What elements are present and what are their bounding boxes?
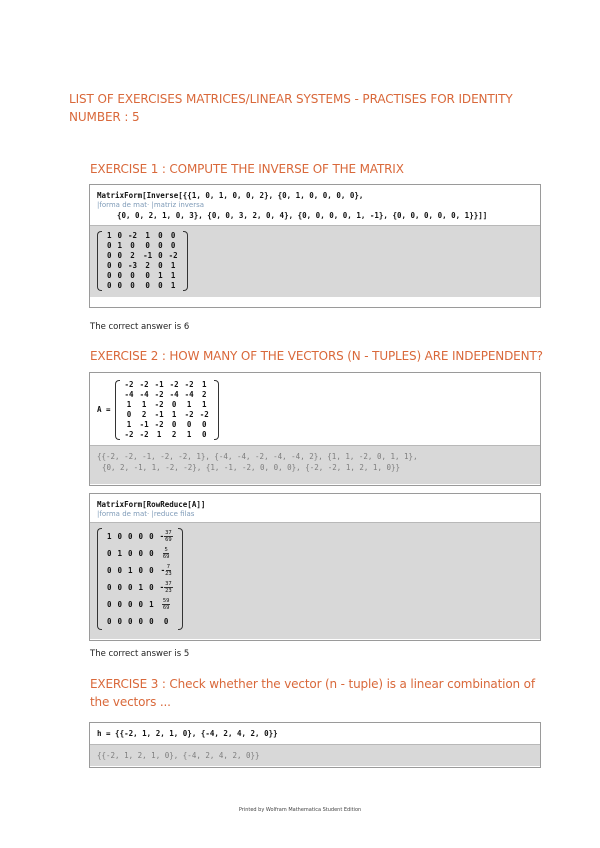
inverse-matrix-entry: 0: [145, 281, 150, 290]
rref-entry: 0: [117, 565, 123, 575]
inverse-matrix-entry: 1: [170, 271, 176, 280]
matrix-a-entry: 1: [186, 399, 192, 409]
rref-entry: 0: [128, 616, 133, 626]
inverse-matrix-row: [104, 251, 181, 261]
matrix-a-entry: 2: [141, 409, 147, 419]
rref-entry: 0: [128, 548, 133, 558]
matrix-a-entry: -2: [124, 429, 134, 439]
inverse-matrix-entry: 0: [130, 241, 135, 250]
inverse-matrix-entry: 0: [117, 261, 123, 270]
rref-entry: 0: [149, 565, 154, 575]
rref-fraction: [165, 564, 172, 577]
rref-row: [104, 562, 176, 579]
inverse-matrix-entry: 0: [117, 281, 123, 290]
rref-row: [104, 596, 176, 613]
exercise-1-answer: The correct answer is 6: [90, 322, 190, 332]
exercise-1-input-hint: |forma de mat· |matriz inversa: [97, 201, 205, 209]
matrix-a-entry: 1: [126, 399, 132, 409]
rref-last-entry: [157, 579, 176, 596]
rowreduce-output: [90, 522, 540, 639]
matrix-a-row: [122, 400, 212, 410]
exercise-1-inverse-matrix: [97, 231, 188, 291]
rref-entry: 0: [107, 616, 112, 626]
exercise-3-input-line: h = {{-2, 1, 2, 1, 0}, {-4, 2, 4, 2, 0}}: [97, 729, 278, 738]
rowreduce-hint: |forma de mat· |reduce filas: [97, 510, 195, 518]
inverse-matrix-entry: 0: [145, 271, 150, 280]
rref-row: [104, 613, 176, 630]
inverse-matrix-entry: 0: [130, 281, 135, 290]
matrix-a-entry: -2: [154, 389, 164, 399]
rref-entry: 0: [117, 616, 123, 626]
matrix-a-entry: 1: [156, 429, 162, 439]
matrix-a-row: [122, 410, 212, 420]
exercise-2-heading: EXERCISE 2 : HOW MANY OF THE VECTORS (N - TUPLES) ARE INDEPENDENT?: [90, 349, 543, 363]
rref-fraction: [164, 530, 173, 543]
fraction-numerator: 5: [164, 547, 168, 553]
rref-last-entry: [157, 545, 176, 562]
rref-fraction: [162, 598, 171, 611]
matrix-a: [115, 380, 219, 440]
matrix-a-entry: 1: [171, 409, 177, 419]
matrix-a-entry: -1: [154, 409, 164, 419]
rref-entry: 0: [128, 599, 133, 609]
inverse-matrix-entry: 0: [117, 231, 123, 240]
exercise-1-notebook-cell: [89, 184, 541, 308]
rref-entry: 0: [149, 531, 154, 541]
fraction-numerator: 7: [166, 564, 171, 570]
matrix-a-row: [122, 420, 212, 430]
exercise-2-output-line1: {{-2, -2, -1, -2, -2, 1}, {-4, -4, -2, -4, -4, 2}, {1, 1, -2, 0, 1, 1},: [97, 452, 418, 461]
fraction-denominator: 23: [165, 588, 172, 594]
matrix-a-entry: -2: [154, 399, 164, 409]
matrix-a-row: [122, 380, 212, 390]
exercise-1-input[interactable]: [90, 185, 540, 225]
rref-last-entry: [157, 562, 176, 579]
inverse-matrix-entry: 2: [130, 251, 135, 260]
matrix-a-entry: 1: [201, 399, 207, 409]
fraction-numerator: 37: [165, 530, 172, 536]
rref-entry: 0: [107, 599, 112, 609]
inverse-matrix-entry: 1: [170, 261, 176, 270]
inverse-matrix-entry: 0: [117, 271, 123, 280]
exercise-3-input[interactable]: [90, 723, 540, 744]
exercise-2-output: [90, 445, 540, 484]
footer-note: Printed by Wolfram Mathematica Student Edition: [238, 807, 362, 813]
matrix-a-row: [122, 390, 212, 400]
fraction-denominator: 69: [162, 605, 170, 611]
rref-row: [104, 545, 176, 562]
rref-entry: 0: [138, 548, 144, 558]
matrix-a-entry: -2: [139, 429, 149, 439]
rref-row: [104, 528, 176, 545]
inverse-matrix-entry: 0: [117, 251, 123, 260]
rowreduce-input-line: MatrixForm[RowReduce[A]]: [97, 500, 206, 509]
rref-entry: 1: [107, 531, 112, 541]
rref-entry: 1: [117, 548, 123, 558]
inverse-matrix-entry: 0: [158, 241, 163, 250]
fraction-denominator: 69: [162, 554, 170, 560]
rref-row: [104, 579, 176, 596]
matrix-a-entry: 0: [201, 419, 207, 429]
inverse-matrix-entry: -3: [128, 261, 138, 270]
inverse-matrix-row: [104, 281, 181, 291]
exercise-1-heading: EXERCISE 1 : COMPUTE THE INVERSE OF THE MATRIX: [90, 162, 404, 176]
inverse-matrix-entry: 0: [107, 281, 112, 290]
inverse-matrix-entry: 0: [158, 251, 163, 260]
fraction-denominator: 69: [165, 537, 172, 543]
inverse-matrix-entry: 0: [107, 241, 112, 250]
rref-sign: -: [159, 582, 165, 592]
exercise-2-input[interactable]: [90, 373, 540, 445]
matrix-a-entry: 0: [171, 399, 177, 409]
row-reduced-matrix: [97, 528, 183, 630]
matrix-a-entry: -2: [199, 409, 209, 419]
rref-entry: 0: [138, 531, 144, 541]
inverse-matrix-entry: 0: [170, 241, 176, 250]
exercise-1-output: [90, 225, 540, 297]
document-title: LIST OF EXERCISES MATRICES/LINEAR SYSTEMS - PRACTISES FOR IDENTITY NUMBER : 5: [69, 92, 513, 124]
inverse-matrix-entry: 0: [158, 261, 163, 270]
exercise-3-output: [90, 744, 540, 766]
matrix-a-entry: 0: [201, 429, 207, 439]
inverse-matrix-entry: 2: [145, 261, 150, 270]
a-assignment-label: A =: [97, 405, 111, 414]
rref-entry: 0: [128, 582, 133, 592]
rref-entry: 0: [128, 531, 133, 541]
rref-entry: 1: [128, 565, 133, 575]
inverse-matrix-entry: 0: [158, 231, 163, 240]
matrix-a-entry: 2: [201, 389, 207, 399]
fraction-denominator: 23: [165, 571, 172, 577]
exercise-2-answer: The correct answer is 5: [90, 649, 190, 659]
rref-entry: 0: [117, 582, 123, 592]
rref-entry: 0: [107, 582, 112, 592]
inverse-matrix-entry: -1: [143, 251, 153, 260]
exercise-2-output-line2: {0, 2, -1, 1, -2, -2}, {1, -1, -2, 0, 0, 0}, {-2, -2, 1, 2, 1, 0}}: [102, 463, 401, 472]
matrix-a-entry: -2: [184, 409, 194, 419]
matrix-a-row: [122, 430, 212, 440]
matrix-a-entry: -2: [139, 379, 149, 389]
matrix-a-entry: -4: [139, 389, 149, 399]
inverse-matrix-row: [104, 271, 181, 281]
fraction-numerator: 59: [162, 598, 170, 604]
inverse-matrix-row: [104, 231, 181, 241]
inverse-matrix-entry: 0: [107, 261, 112, 270]
inverse-matrix-entry: 0: [107, 271, 112, 280]
matrix-a-entry: 2: [171, 429, 177, 439]
exercise-3-cell: [89, 722, 541, 768]
matrix-a-entry: -1: [139, 419, 149, 429]
exercise-1-input-line2: {0, 0, 2, 1, 0, 3}, {0, 0, 3, 2, 0, 4}, {0, 0, 0, 0, 1, -1}, {0, 0, 0, 0, 0, 1}}]]: [117, 211, 488, 220]
rref-sign: -: [160, 565, 166, 575]
rref-entry: 0: [117, 531, 123, 541]
exercise-1-input-line1: MatrixForm[Inverse[{{1, 0, 1, 0, 0, 2}, {0, 1, 0, 0, 0, 0},: [97, 191, 364, 200]
inverse-matrix-entry: -2: [128, 231, 138, 240]
rref-last-entry: [157, 528, 176, 545]
rref-fraction: [164, 581, 173, 594]
inverse-matrix-entry: 1: [107, 231, 112, 240]
exercise-2-matrix-cell: [89, 372, 541, 486]
matrix-a-entry: 1: [126, 419, 132, 429]
inverse-matrix-entry: 1: [145, 231, 150, 240]
exercise-3-output-line: {{-2, 1, 2, 1, 0}, {-4, 2, 4, 2, 0}}: [97, 751, 260, 760]
inverse-matrix-entry: 1: [158, 271, 163, 280]
inverse-matrix-entry: 0: [145, 241, 150, 250]
inverse-matrix-entry: 1: [170, 281, 176, 290]
matrix-a-entry: 1: [186, 429, 192, 439]
rref-entry: 0: [149, 582, 154, 592]
matrix-a-entry: 0: [171, 419, 177, 429]
matrix-a-entry: -2: [124, 379, 134, 389]
rref-entry: 0: [149, 616, 154, 626]
matrix-a-entry: -4: [124, 389, 134, 399]
rref-entry: 0: [149, 548, 154, 558]
exercise-3-heading: EXERCISE 3 : Check whether the vector (n - tuple) is a linear combination of the vectors ...: [90, 677, 535, 709]
rref-sign: -: [159, 531, 165, 541]
inverse-matrix-entry: 0: [130, 271, 135, 280]
inverse-matrix-row: [104, 261, 181, 271]
rowreduce-input[interactable]: [90, 494, 540, 522]
matrix-a-entry: 0: [186, 419, 192, 429]
inverse-matrix-entry: 0: [158, 281, 163, 290]
matrix-a-entry: 0: [126, 409, 132, 419]
matrix-a-entry: -4: [184, 389, 194, 399]
inverse-matrix-entry: 0: [170, 231, 176, 240]
rref-last-entry: 0: [163, 616, 169, 626]
rref-entry: 0: [107, 565, 112, 575]
inverse-matrix-entry: 1: [117, 241, 123, 250]
rref-entry: 1: [149, 599, 154, 609]
inverse-matrix-row: [104, 241, 181, 251]
matrix-a-entry: -1: [154, 379, 164, 389]
rref-last-entry: [157, 596, 176, 613]
rref-entry: 0: [138, 616, 144, 626]
rref-entry: 0: [138, 599, 144, 609]
rref-entry: 0: [138, 565, 144, 575]
matrix-a-entry: -4: [169, 389, 179, 399]
matrix-a-entry: -2: [169, 379, 179, 389]
inverse-matrix-entry: -2: [168, 251, 178, 260]
rref-entry: 0: [117, 599, 123, 609]
matrix-a-entry: -2: [184, 379, 194, 389]
matrix-a-entry: -2: [154, 419, 164, 429]
matrix-a-entry: 1: [201, 379, 207, 389]
inverse-matrix-entry: 0: [107, 251, 112, 260]
fraction-numerator: 37: [165, 581, 172, 587]
matrix-a-entry: 1: [141, 399, 147, 409]
rowreduce-cell: [89, 493, 541, 641]
rref-entry: 1: [138, 582, 144, 592]
rref-fraction: [163, 547, 170, 560]
rref-entry: 0: [107, 548, 112, 558]
